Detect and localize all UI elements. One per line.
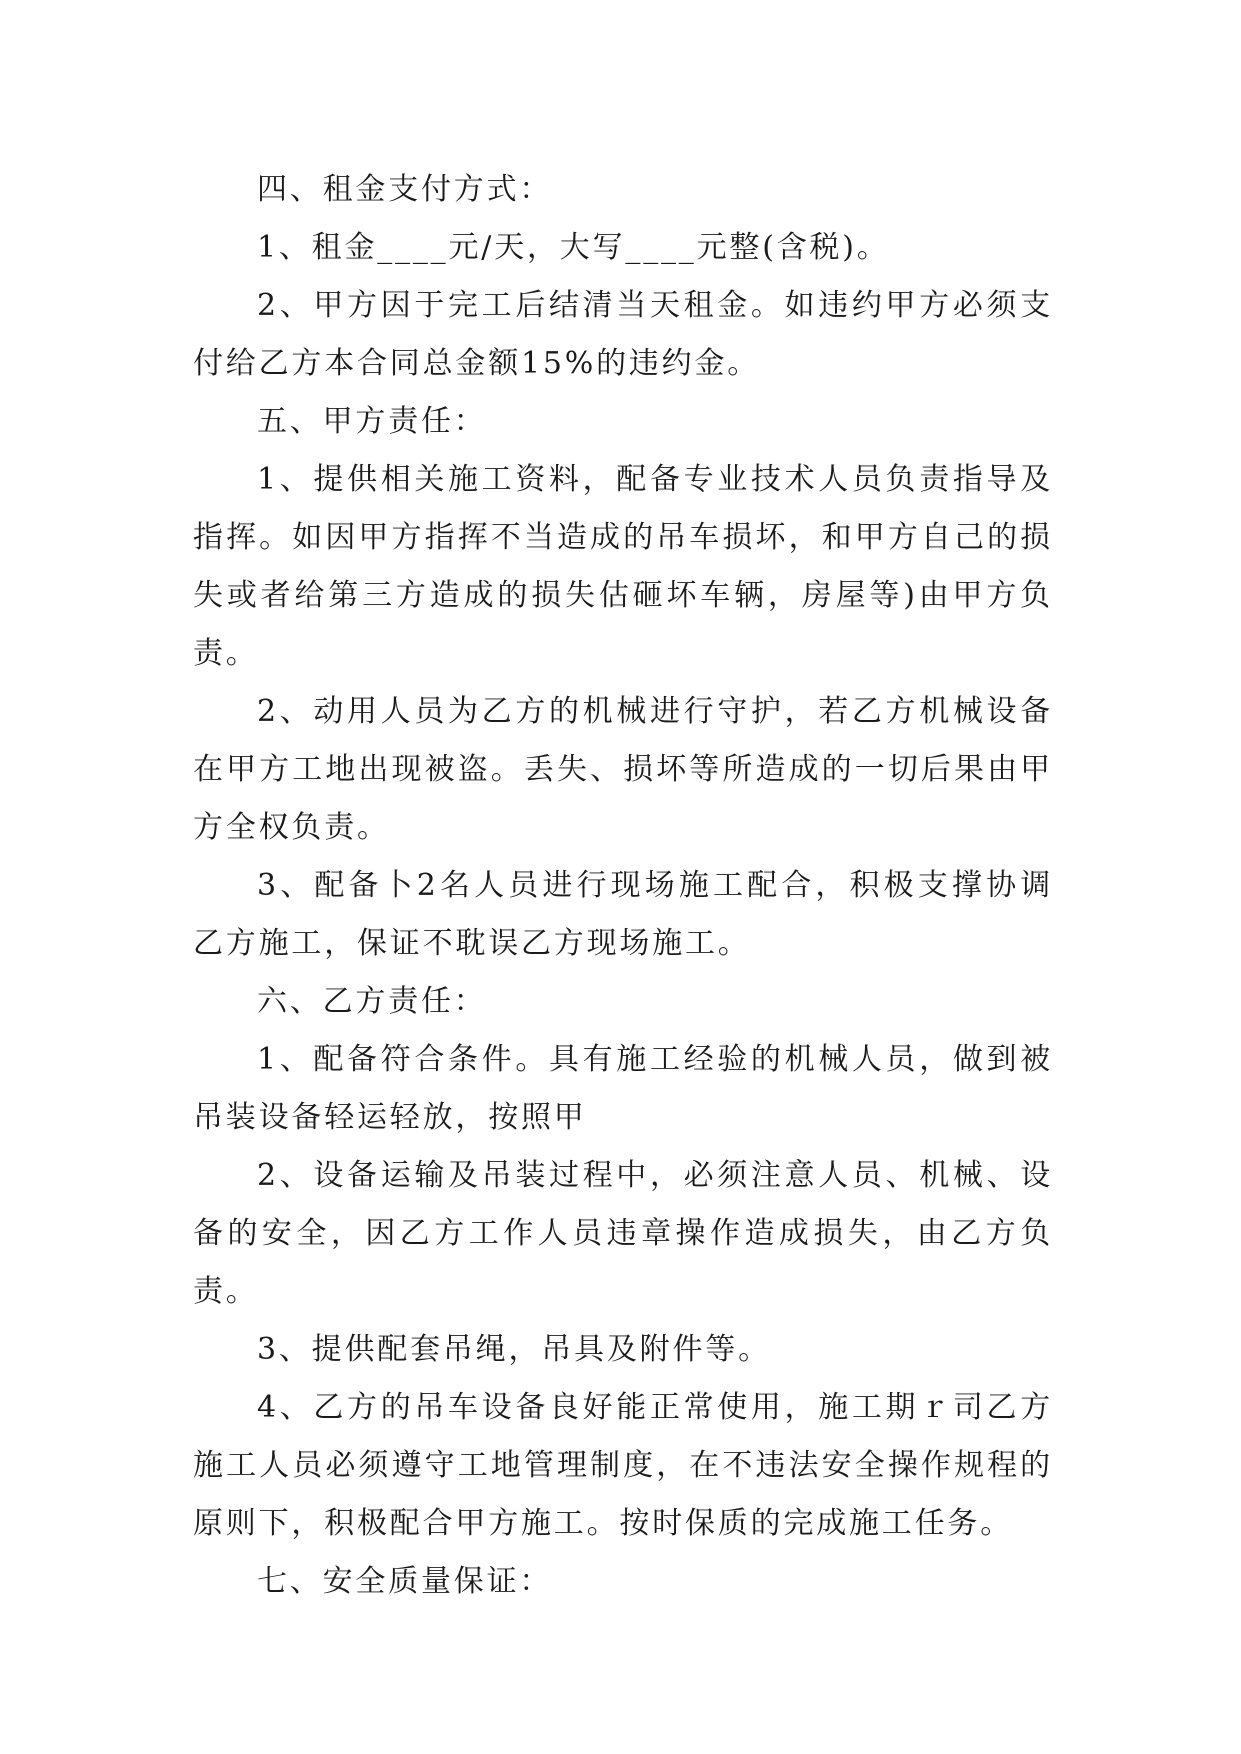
clause-party-a-2: 2、动用人员为乙方的机械进行守护，若乙方机械设备在甲方工地出现被盗。丢失、损坏等所造成的一切后果由甲方全权负责。: [193, 694, 1053, 845]
document-page: [193, 161, 1053, 1611]
clause-rent-amount: 1、租金____元/天，大写____元整(含税)。: [257, 230, 890, 265]
clause-party-b-1: 1、配备符合条件。具有施工经验的机械人员，做到被吊装设备轻运轻放，按照甲: [193, 1042, 1053, 1135]
clause-party-a-1: 1、提供相关施工资料，配备专业技术人员负责指导及指挥。如因甲方指挥不当造成的吊车损坏，和甲方自己的损失或者给第三方造成的损失估砸坏车辆，房屋等)由甲方负责。: [193, 462, 1053, 671]
section-heading-rent-payment: 四、租金支付方式：: [257, 172, 553, 207]
section-heading-safety-quality: 七、安全质量保证：: [257, 1564, 553, 1599]
clause-party-b-4: 4、乙方的吊车设备良好能正常使用，施工期ｒ司乙方施工人员必须遵守工地管理制度，在不违法安全操作规程的原则下，积极配合甲方施工。按时保质的完成施工任务。: [193, 1390, 1053, 1541]
clause-rent-settlement: 2、甲方因于完工后结清当天租金。如违约甲方必须支付给乙方本合同总金额15%的违约金。: [193, 288, 1053, 381]
clause-party-b-3: 3、提供配套吊绳，吊具及附件等。: [257, 1332, 771, 1367]
section-heading-party-a: 五、甲方责任：: [257, 404, 487, 439]
section-heading-party-b: 六、乙方责任：: [257, 984, 487, 1019]
clause-party-b-2: 2、设备运输及吊装过程中，必须注意人员、机械、设备的安全，因乙方工作人员违章操作造成损失，由乙方负责。: [193, 1158, 1053, 1309]
clause-party-a-3: 3、配备卜2名人员进行现场施工配合，积极支撑协调乙方施工，保证不耽误乙方现场施工。: [193, 868, 1053, 961]
